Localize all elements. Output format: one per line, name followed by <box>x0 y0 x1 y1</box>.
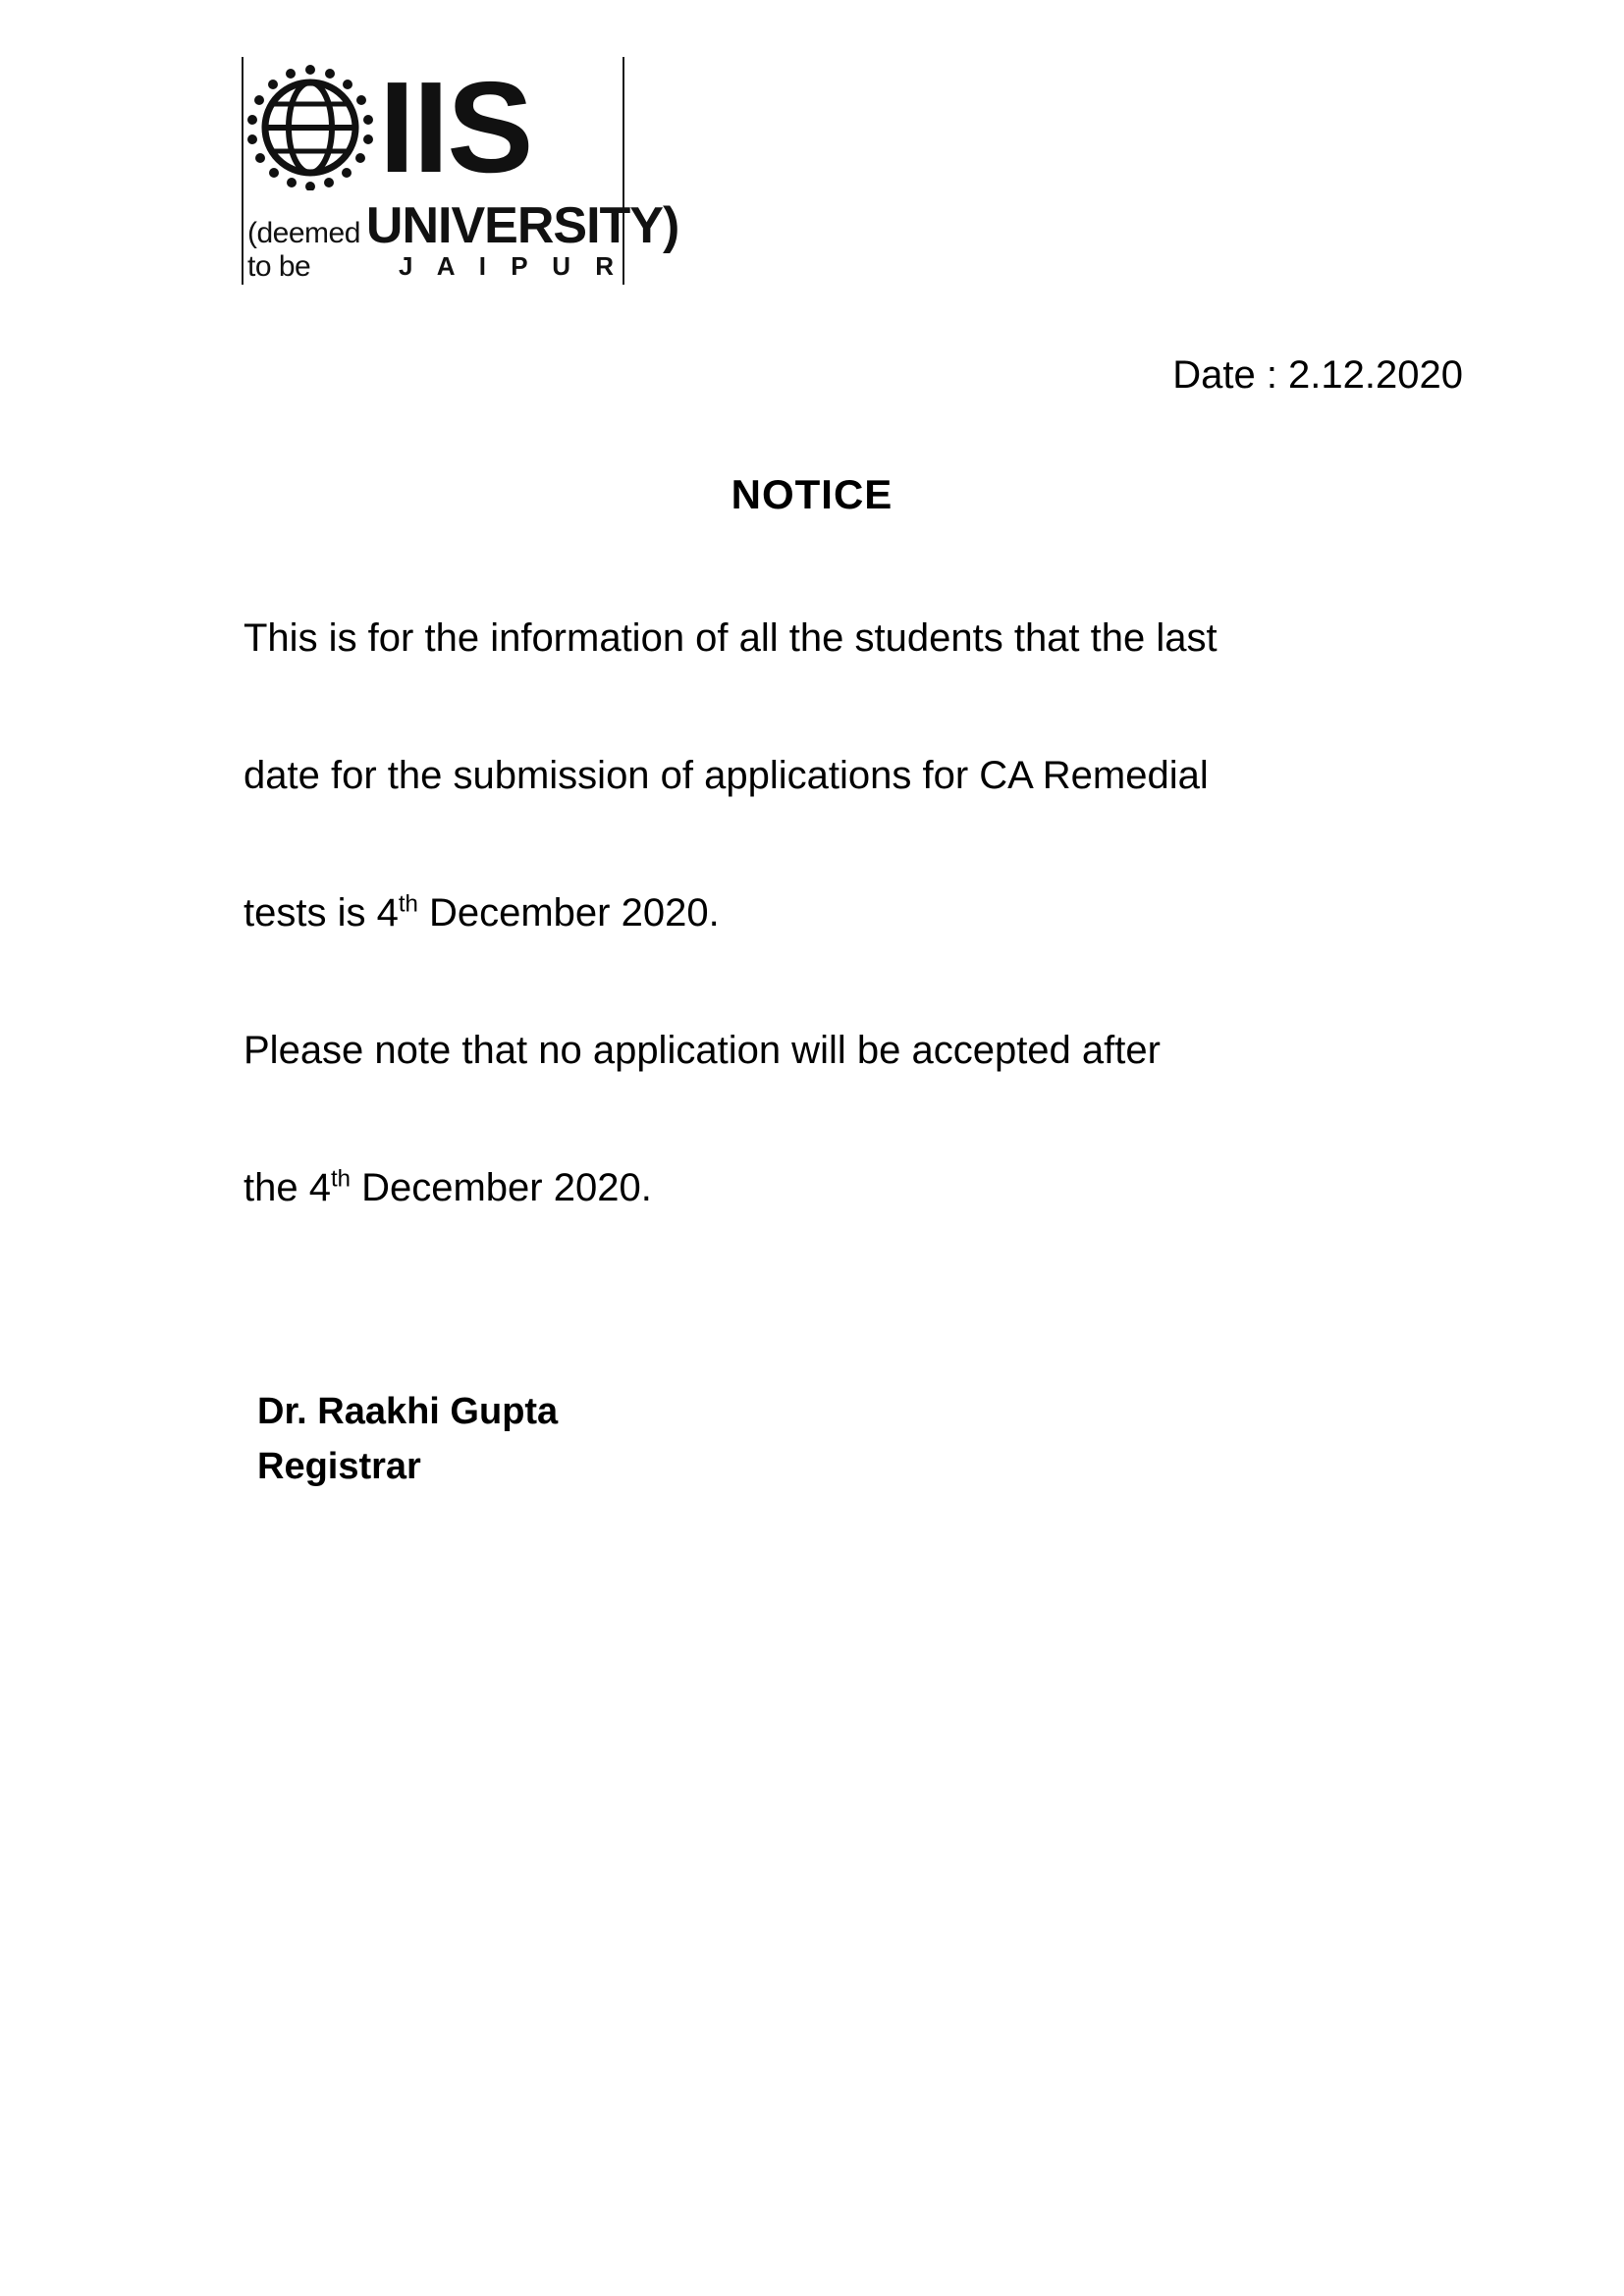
paragraph-1-line-3-pre: tests is 4 <box>244 891 399 934</box>
logo-wordmark: IIS <box>379 55 532 199</box>
paragraph-1-line-2: date for the submission of applications for CA Remedial <box>244 754 1209 797</box>
paragraph-1 <box>244 569 1471 982</box>
paragraph-1-line-3 <box>244 844 1471 982</box>
university-logo <box>242 55 679 294</box>
paragraph-2 <box>244 982 1471 1256</box>
signatory-name: Dr. Raakhi Gupta <box>257 1391 559 1432</box>
logo-university-text: UNIVERSITY) <box>365 197 679 254</box>
globe-icon <box>247 65 373 190</box>
paragraph-1-line-3-post: December 2020. <box>417 891 720 934</box>
signature-block <box>257 1384 558 1494</box>
logo-top-row <box>247 55 532 199</box>
paragraph-2-line-2-pre: the 4 <box>244 1166 331 1209</box>
logo-deemed-text: (deemed to be <box>247 217 360 283</box>
logo-city-text: J A I P U R <box>399 251 623 281</box>
signatory-designation: Registrar <box>257 1446 421 1487</box>
page-title: NOTICE <box>731 471 893 517</box>
paragraph-2-line-1: Please note that no application will be accepted after <box>244 1029 1161 1072</box>
paragraph-2-line-2-post: December 2020. <box>350 1166 652 1209</box>
paragraph-2-line-2 <box>244 1119 1471 1256</box>
ordinal-suffix: th <box>398 890 418 918</box>
ordinal-suffix: th <box>330 1165 351 1193</box>
paragraph-1-line-1: This is for the information of all the students that the last <box>244 616 1218 660</box>
date-line: Date : 2.12.2020 <box>1172 353 1463 397</box>
